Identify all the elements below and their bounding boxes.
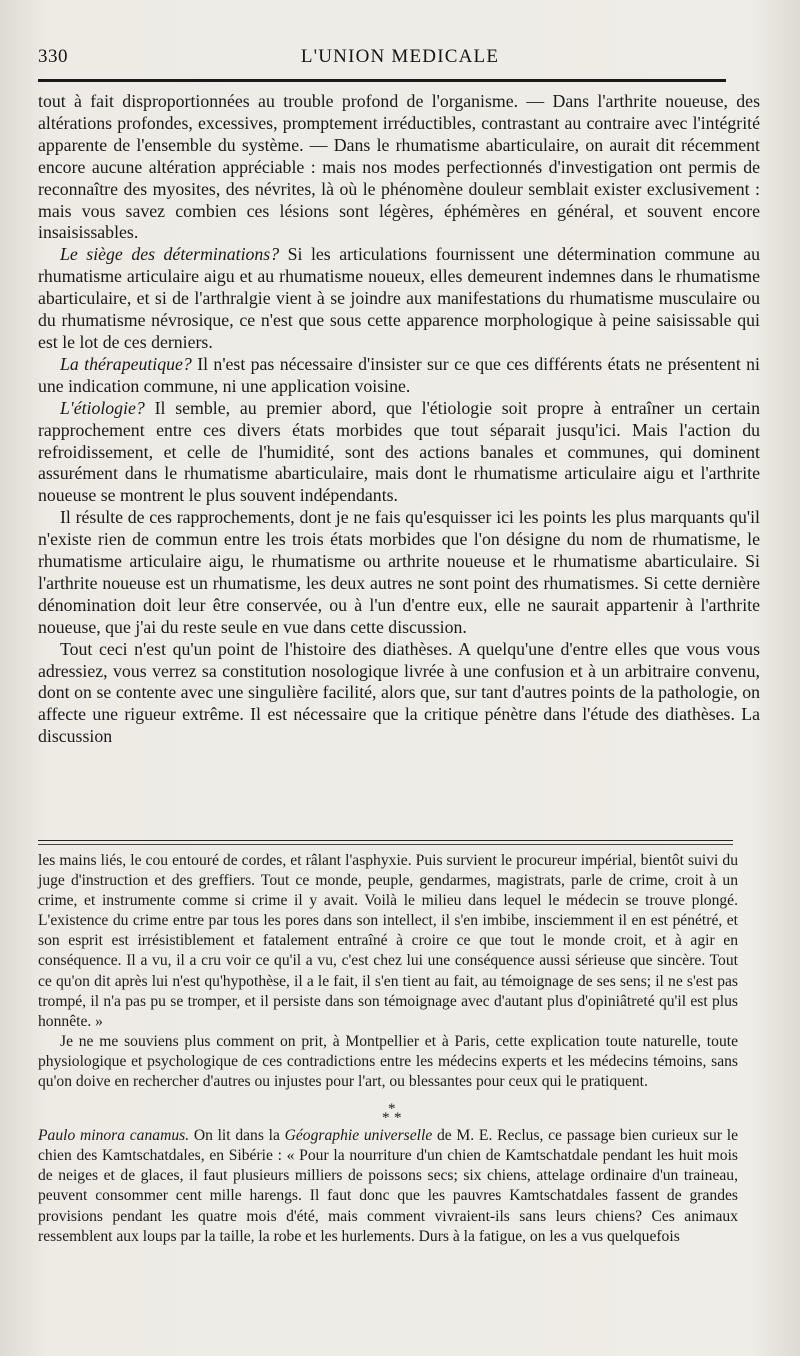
paragraph-text: Si les articulations fournissent une détermination commune au rhumatisme articulaire aigu et au rhumatisme noueux, elles demeurent indemnes dans le rhumatisme abarticulaire, et si de l'arthralgie vient à se joindre aux manifestations du rhumatisme musculaire ou du rhumatisme névrosique, ce n'est que sous cette apparence morphologique à peine saisissable qui est le lot de ces derniers.: [38, 244, 760, 352]
paragraph: Tout ceci n'est qu'un point de l'histoire des diathèses. A quelqu'une d'entre elles que vous vous adressiez, vous verrez sa constitution nosologique livrée à une confusion et à un arbitraire convenu, dont on se contente avec une singulière facilité, alors que, sur tant d'autres points de la pathologie, on affecte une rigueur extrême. Il est nécessaire que la critique pénètre dans l'étude des diathèses. La discussion: [38, 638, 760, 747]
page-number: 330: [38, 46, 68, 67]
section-divider: [38, 840, 733, 845]
paragraph-text: Il semble, au premier abord, que l'étiologie soit propre à entraîner un certain rapprochement entre ces divers états morbides que tout séparait jusqu'ici. Mais l'action du refroidissement, et celle de l'humidité, sont des actions banales et communes, qui dominent assurément dans le rhumatisme abarticulaire, mais dont le rhumatisme articulaire aigu et l'arthrite noueuse se montrent le plus souvent indépendants.: [38, 397, 760, 506]
asterism: [38, 1092, 738, 1126]
paragraph: tout à fait disproportionnées au trouble profond de l'organisme. — Dans l'arthrite noueuse, des altérations profondes, excessives, promptement irréductibles, contrastant au contraire avec l'intégrité apparente de l'ensemble du système. — Dans le rhumatisme abarticulaire, on aurait dit récemment encore aucune altération appréciable : mais nos modes perfectionnés d'investigation ont permis de reconnaître des myosites, des névrites, là où le phénomène douleur semblait exister exclusivement : mais vous savez combien ces lésions sont légères, éphémères en général, et souvent encore insaisissables.: [38, 91, 760, 243]
book-title: Géographie universelle: [284, 1127, 433, 1145]
page-header: [38, 46, 762, 76]
paragraph-text: On lit dans la: [189, 1127, 285, 1145]
italic-lead: Le siège des déterminations?: [60, 244, 280, 265]
header-rule: [38, 79, 726, 82]
paragraph: [38, 1126, 738, 1247]
paragraph: [38, 354, 760, 398]
paragraph: Il résulte de ces rapprochements, dont je ne fais qu'esquisser ici les points les plus marquants qu'il n'existe rien de commun entre les trois états morbides que l'on désigne du nom de rhumatisme, le rhumatisme articulaire aigu, le rhumatisme ou arthrite noueuse et le rhumatisme abarticulaire. Si l'arthrite noueuse est un rhumatisme, les deux autres ne sont point des rhumatismes. Si cette dernière dénomination doit leur être conservée, ou à l'un d'entre eux, elle ne saurait appartenir à l'arthrite noueuse, que j'ai du reste seule en vue dans cette discussion.: [38, 507, 760, 637]
paragraph: [38, 244, 760, 354]
feuilleton-text: [38, 851, 738, 1247]
paragraph-text: Il n'est pas nécessaire d'insister sur ce que ces différents états ne présentent ni une indication commune, ni une application voisine.: [38, 353, 760, 396]
paragraph: Je ne me souviens plus comment on prit, à Montpellier et à Paris, cette explication toute naturelle, toute physiologique et psychologique de ces contradictions entre les médecins experts et les médecins témoins, sans qu'on doive en rechercher d'autres ou injustes pour l'art, ou blessantes pour ceux qui le pratiquent.: [38, 1032, 738, 1091]
asterism-star: *: [388, 1101, 396, 1118]
paragraph: [38, 398, 760, 508]
paragraph: les mains liés, le cou entouré de cordes, et râlant l'asphyxie. Puis survient le procureur impérial, bientôt suivi du juge d'instruction et des greffiers. Tout ce monde, peuple, gendarmes, magistrats, parle de crime, croit à un crime, et instrumente comme si crime il y avait. Voilà le milieu dans lequel le médecin se trouve plongé. L'existence du crime entre par tous les pores dans son intellect, il s'en imbibe, insciemment il en est pénétré, et son esprit est irrésistiblement et fatalement entraîné à croire ce que tout le monde croit, et à agir en conséquence. Il a vu, il a cru voir ce qu'il a vu, c'est chez lui une conséquence aussi sérieuse que sincère. Tout ce qu'on dit après lui n'est qu'hypothèse, il a le fait, il s'en tient au fait, au témoignage de ses sens; il ne s'est pas trompé, il n'a pas pu se tromper, et il persiste dans son témoignage avec d'autant plus d'opiniâtreté qu'il est plus honnête. »: [38, 852, 738, 1030]
italic-lead: L'étiologie?: [60, 397, 145, 418]
asterism-star: *: [394, 1110, 402, 1127]
paragraph-text: de M. E. Reclus, ce passage bien curieux sur le chien des Kamtschatdales, en Sibérie : « Pour la nourriture d'un chien de Kamtschatdale pendant les huit mois de neiges et de glaces, il faut plusieurs milliers de poissons secs; six chiens, attelage ordinaire d'un traineau, peuvent consommer cent mille harengs. Il faut donc que les pauvres Kamtschatdales fassent de grandes provisions pendant les quatre mois d'été, mais comment vivraient-ils sans leurs chiens? Ces animaux ressemblent aux loups par la taille, la robe et les hurlements. Durs à la fatigue, on les a vus quelquefois: [38, 1127, 739, 1245]
journal-title: L'UNION MEDICALE: [300, 46, 500, 67]
main-text: [38, 91, 760, 748]
italic-lead: La thérapeutique?: [60, 353, 192, 374]
italic-lead: Paulo minora canamus.: [38, 1127, 190, 1145]
asterism-star: *: [382, 1110, 390, 1127]
